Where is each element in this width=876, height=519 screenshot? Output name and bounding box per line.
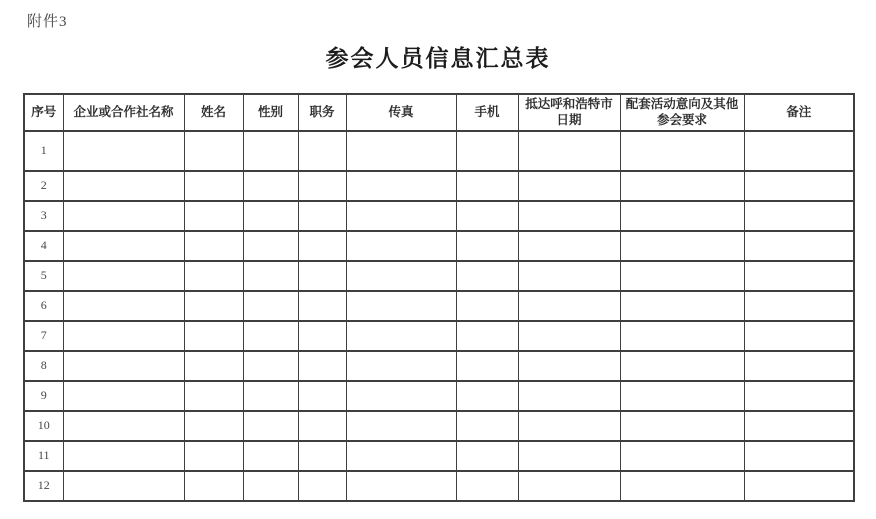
empty-cell-remarks (744, 261, 854, 291)
empty-cell-arrival-date (518, 471, 620, 501)
empty-cell-org-name (63, 261, 184, 291)
empty-cell-arrival-date (518, 171, 620, 201)
empty-cell-requirements (620, 291, 744, 321)
empty-cell-position (298, 441, 346, 471)
table-header-row (24, 94, 854, 131)
empty-cell-remarks (744, 231, 854, 261)
empty-cell-position (298, 351, 346, 381)
empty-cell-position (298, 321, 346, 351)
empty-cell-org-name (63, 131, 184, 171)
empty-cell-remarks (744, 131, 854, 171)
empty-cell-gender (243, 291, 298, 321)
empty-cell-org-name (63, 201, 184, 231)
table-row (24, 321, 854, 351)
empty-cell-org-name (63, 411, 184, 441)
empty-cell-mobile (456, 261, 518, 291)
participants-table (23, 93, 855, 502)
table-row (24, 381, 854, 411)
col-header-serial: 序号 (24, 94, 63, 131)
empty-cell-position (298, 471, 346, 501)
empty-cell-fax (346, 201, 456, 231)
empty-cell-fax (346, 471, 456, 501)
empty-cell-name (184, 471, 243, 501)
col-header-requirements: 配套活动意向及其他参会要求 (620, 94, 744, 131)
row-number-cell: 8 (24, 351, 63, 381)
empty-cell-remarks (744, 381, 854, 411)
empty-cell-fax (346, 351, 456, 381)
empty-cell-fax (346, 171, 456, 201)
empty-cell-gender (243, 131, 298, 171)
empty-cell-name (184, 441, 243, 471)
row-number-cell: 11 (24, 441, 63, 471)
empty-cell-gender (243, 471, 298, 501)
empty-cell-gender (243, 411, 298, 441)
empty-cell-position (298, 231, 346, 261)
empty-cell-position (298, 291, 346, 321)
empty-cell-mobile (456, 411, 518, 441)
row-number-cell: 6 (24, 291, 63, 321)
empty-cell-mobile (456, 171, 518, 201)
col-header-remarks: 备注 (744, 94, 854, 131)
empty-cell-mobile (456, 131, 518, 171)
empty-cell-name (184, 261, 243, 291)
empty-cell-gender (243, 201, 298, 231)
empty-cell-requirements (620, 351, 744, 381)
empty-cell-mobile (456, 381, 518, 411)
empty-cell-mobile (456, 471, 518, 501)
empty-cell-org-name (63, 291, 184, 321)
table-row (24, 291, 854, 321)
empty-cell-requirements (620, 261, 744, 291)
empty-cell-org-name (63, 171, 184, 201)
page-title: 参会人员信息汇总表 (325, 46, 551, 71)
row-number-cell: 10 (24, 411, 63, 441)
col-header-org-name: 企业或合作社名称 (63, 94, 184, 131)
empty-cell-position (298, 131, 346, 171)
empty-cell-remarks (744, 351, 854, 381)
table-row (24, 441, 854, 471)
empty-cell-gender (243, 381, 298, 411)
empty-cell-fax (346, 441, 456, 471)
empty-cell-remarks (744, 321, 854, 351)
table-row (24, 411, 854, 441)
empty-cell-mobile (456, 291, 518, 321)
empty-cell-requirements (620, 201, 744, 231)
col-header-mobile: 手机 (456, 94, 518, 131)
col-header-arrival-date: 抵达呼和浩特市日期 (518, 94, 620, 131)
empty-cell-position (298, 171, 346, 201)
empty-cell-gender (243, 441, 298, 471)
empty-cell-arrival-date (518, 131, 620, 171)
empty-cell-remarks (744, 201, 854, 231)
empty-cell-requirements (620, 171, 744, 201)
empty-cell-gender (243, 171, 298, 201)
empty-cell-org-name (63, 321, 184, 351)
empty-cell-remarks (744, 171, 854, 201)
empty-cell-position (298, 201, 346, 231)
empty-cell-arrival-date (518, 231, 620, 261)
table-row (24, 351, 854, 381)
empty-cell-name (184, 171, 243, 201)
empty-cell-requirements (620, 411, 744, 441)
empty-cell-fax (346, 231, 456, 261)
empty-cell-name (184, 351, 243, 381)
empty-cell-requirements (620, 321, 744, 351)
empty-cell-arrival-date (518, 351, 620, 381)
empty-cell-arrival-date (518, 291, 620, 321)
empty-cell-position (298, 411, 346, 441)
table-row (24, 231, 854, 261)
empty-cell-remarks (744, 411, 854, 441)
empty-cell-gender (243, 261, 298, 291)
row-number-cell: 4 (24, 231, 63, 261)
table-row (24, 201, 854, 231)
empty-cell-fax (346, 411, 456, 441)
empty-cell-arrival-date (518, 261, 620, 291)
empty-cell-org-name (63, 381, 184, 411)
row-number-cell: 1 (24, 131, 63, 171)
empty-cell-arrival-date (518, 321, 620, 351)
empty-cell-gender (243, 351, 298, 381)
empty-cell-requirements (620, 131, 744, 171)
table-row (24, 261, 854, 291)
empty-cell-arrival-date (518, 411, 620, 441)
empty-cell-name (184, 321, 243, 351)
col-header-fax: 传真 (346, 94, 456, 131)
empty-cell-org-name (63, 351, 184, 381)
empty-cell-gender (243, 231, 298, 261)
row-number-cell: 7 (24, 321, 63, 351)
empty-cell-org-name (63, 441, 184, 471)
empty-cell-name (184, 201, 243, 231)
empty-cell-org-name (63, 231, 184, 261)
empty-cell-mobile (456, 441, 518, 471)
empty-cell-fax (346, 321, 456, 351)
empty-cell-remarks (744, 471, 854, 501)
empty-cell-name (184, 131, 243, 171)
empty-cell-fax (346, 291, 456, 321)
empty-cell-mobile (456, 351, 518, 381)
row-number-cell: 12 (24, 471, 63, 501)
empty-cell-name (184, 231, 243, 261)
attachment-label: 附件3 (27, 14, 68, 30)
empty-cell-remarks (744, 441, 854, 471)
col-header-gender: 性别 (243, 94, 298, 131)
empty-cell-position (298, 261, 346, 291)
empty-cell-remarks (744, 291, 854, 321)
empty-cell-name (184, 411, 243, 441)
table-row (24, 131, 854, 171)
col-header-name: 姓名 (184, 94, 243, 131)
empty-cell-name (184, 381, 243, 411)
col-header-position: 职务 (298, 94, 346, 131)
empty-cell-position (298, 381, 346, 411)
table-row (24, 471, 854, 501)
row-number-cell: 5 (24, 261, 63, 291)
empty-cell-gender (243, 321, 298, 351)
empty-cell-fax (346, 381, 456, 411)
empty-cell-arrival-date (518, 201, 620, 231)
empty-cell-fax (346, 261, 456, 291)
empty-cell-arrival-date (518, 381, 620, 411)
table-row (24, 171, 854, 201)
empty-cell-mobile (456, 201, 518, 231)
empty-cell-fax (346, 131, 456, 171)
empty-cell-name (184, 291, 243, 321)
empty-cell-requirements (620, 441, 744, 471)
empty-cell-mobile (456, 231, 518, 261)
row-number-cell: 9 (24, 381, 63, 411)
empty-cell-requirements (620, 231, 744, 261)
empty-cell-org-name (63, 471, 184, 501)
row-number-cell: 2 (24, 171, 63, 201)
empty-cell-requirements (620, 471, 744, 501)
empty-cell-mobile (456, 321, 518, 351)
empty-cell-requirements (620, 381, 744, 411)
row-number-cell: 3 (24, 201, 63, 231)
empty-cell-arrival-date (518, 441, 620, 471)
